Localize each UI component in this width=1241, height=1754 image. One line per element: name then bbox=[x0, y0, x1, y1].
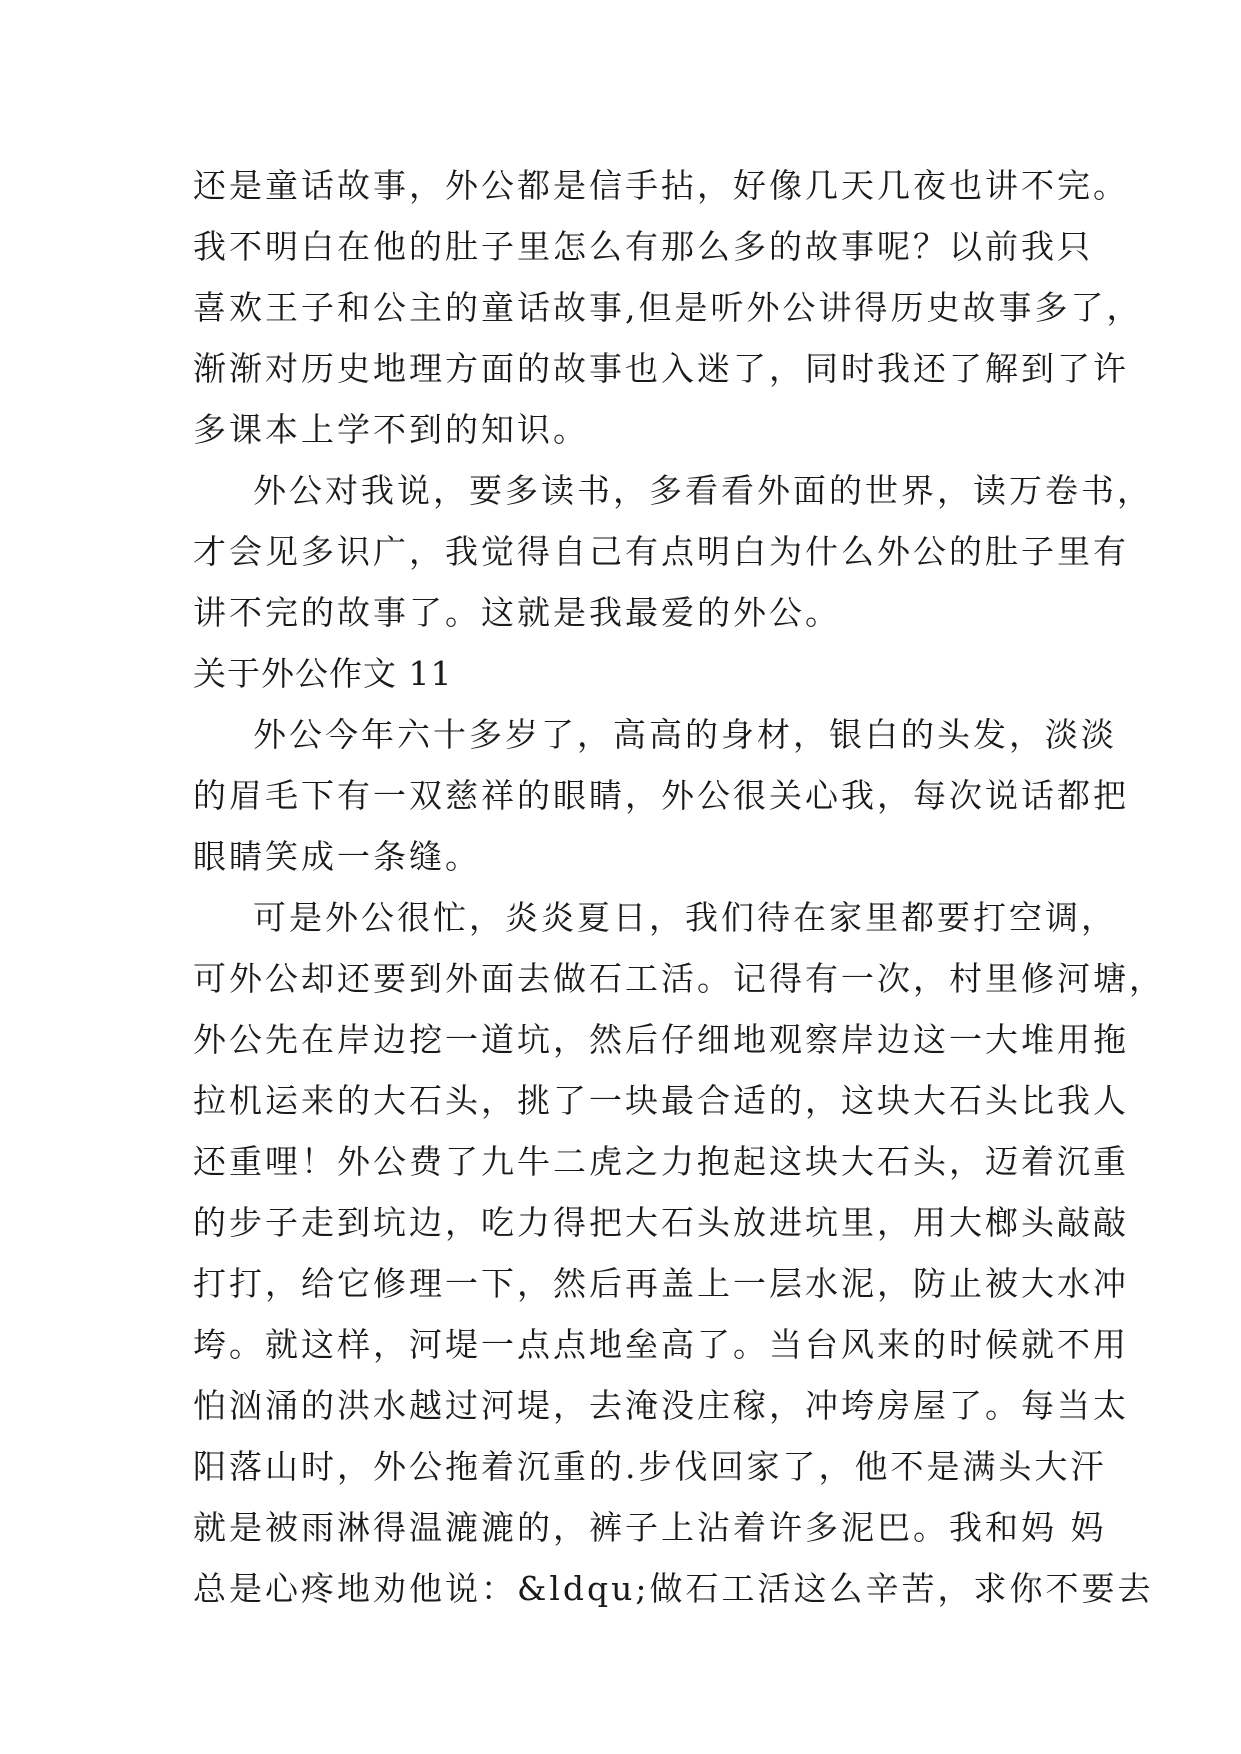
body-text-line: 还重哩！外公费了九牛二虎之力抱起这块大石头，迈着沉重 bbox=[193, 1142, 1129, 1181]
body-text-line: 总是心疼地劝他说：&ldqu;做石工活这么辛苦，求你不要去 bbox=[193, 1569, 1154, 1608]
paragraph-first-line: 外公今年六十多岁了，高高的身材，银白的头发，淡淡 bbox=[253, 715, 1117, 754]
body-text-line: 喜欢王子和公主的童话故事,但是听外公讲得历史故事多了， bbox=[193, 288, 1143, 327]
body-text-line: 讲不完的故事了。这就是我最爱的外公。 bbox=[193, 593, 841, 632]
body-text-line: 渐渐对历史地理方面的故事也入迷了，同时我还了解到了许 bbox=[193, 349, 1129, 388]
body-text-line: 垮。就这样，河堤一点点地垒高了。当台风来的时候就不用 bbox=[193, 1325, 1129, 1364]
body-text-line: 才会见多识广，我觉得自己有点明白为什么外公的肚子里有 bbox=[193, 532, 1129, 571]
body-text-line: 还是童话故事，外公都是信手拈，好像几天几夜也讲不完。 bbox=[193, 166, 1129, 205]
body-text-line: 我不明白在他的肚子里怎么有那么多的故事呢？以前我只 bbox=[193, 227, 1093, 266]
body-text-line: 就是被雨淋得温漉漉的，裤子上沾着许多泥巴。我和妈 妈 bbox=[193, 1508, 1107, 1547]
body-text-line: 外公先在岸边挖一道坑，然后仔细地观察岸边这一大堆用拖 bbox=[193, 1020, 1129, 1059]
body-text-line: 阳落山时，外公拖着沉重的.步伐回家了，他不是满头大汗 bbox=[193, 1447, 1107, 1486]
body-text-line: 拉机运来的大石头，挑了一块最合适的，这块大石头比我人 bbox=[193, 1081, 1129, 1120]
body-text-line: 可外公却还要到外面去做石工活。记得有一次，村里修河塘， bbox=[193, 959, 1165, 998]
paragraph-first-line: 可是外公很忙，炎炎夏日，我们待在家里都要打空调， bbox=[253, 898, 1117, 937]
body-text-line: 多课本上学不到的知识。 bbox=[193, 410, 589, 449]
body-text-line: 的步子走到坑边，吃力得把大石头放进坑里，用大榔头敲敲 bbox=[193, 1203, 1129, 1242]
body-text-line: 的眉毛下有一双慈祥的眼睛，外公很关心我，每次说话都把 bbox=[193, 776, 1129, 815]
body-text-line: 眼睛笑成一条缝。 bbox=[193, 837, 481, 876]
body-text-line: 怕汹涌的洪水越过河堤，去淹没庄稼，冲垮房屋了。每当太 bbox=[193, 1386, 1129, 1425]
body-text-line: 打打，给它修理一下，然后再盖上一层水泥，防止被大水冲 bbox=[193, 1264, 1129, 1303]
paragraph-first-line: 外公对我说，要多读书，多看看外面的世界，读万卷书， bbox=[253, 471, 1153, 510]
section-heading: 关于外公作文 11 bbox=[193, 654, 453, 693]
